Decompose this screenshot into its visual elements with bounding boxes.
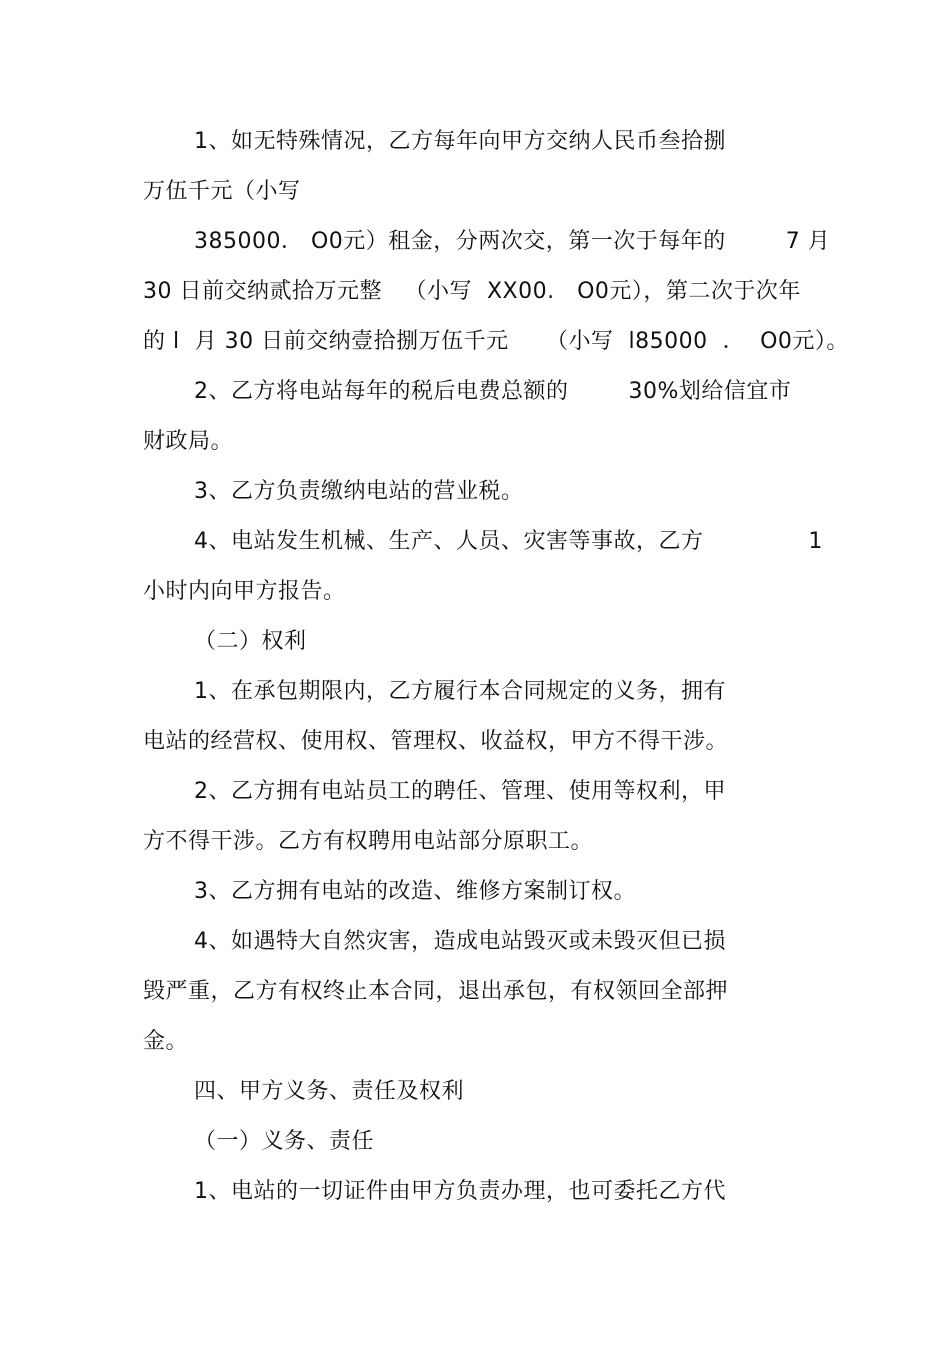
text-line-17: 4、如遇特大自然灾害，造成电站毁灭或未毁灭但已损 xyxy=(194,929,726,954)
text-line-22: 1、电站的一切证件由甲方负责办理，也可委托乙方代 xyxy=(194,1179,726,1204)
text-line-19: 金。 xyxy=(143,1029,189,1054)
text-line-8: 3、乙方负责缴纳电站的营业税。 xyxy=(194,479,524,504)
subsection-heading-duties: （一）义务、责任 xyxy=(194,1129,375,1154)
text-line-4: 30 日前交纳贰拾万元整 （小写 XX00. O0元），第二次于次年 xyxy=(143,279,801,304)
text-line-15: 方不得干涉。乙方有权聘用电站部分原职工。 xyxy=(143,829,594,854)
text-line-10: 小时内向甲方报告。 xyxy=(143,579,346,604)
text-line-16: 3、乙方拥有电站的改造、维修方案制订权。 xyxy=(194,879,636,904)
text-line-5: 的 l 月 30 日前交纳壹拾捌万伍千元 （小写 l85000 ． O0元）。 xyxy=(143,329,849,354)
text-line-12: 1、在承包期限内，乙方履行本合同规定的义务，拥有 xyxy=(194,679,726,704)
section-heading-rights: （二）权利 xyxy=(194,629,307,654)
text-line-14: 2、乙方拥有电站员工的聘任、管理、使用等权利，甲 xyxy=(194,779,726,804)
text-line-3: 385000． O0元）租金，分两次交，第一次于每年的 7 月 xyxy=(194,229,831,254)
text-line-13: 电站的经营权、使用权、管理权、收益权，甲方不得干涉。 xyxy=(143,729,729,754)
text-line-1: 1、如无特殊情况，乙方每年向甲方交纳人民币叁拾捌 xyxy=(194,129,726,154)
text-line-18: 毁严重，乙方有权终止本合同，退出承包，有权领回全部押 xyxy=(143,979,729,1004)
text-line-9: 4、电站发生机械、生产、人员、灾害等事故，乙方 1 xyxy=(194,529,823,554)
text-line-2: 万伍千元（小写 xyxy=(143,179,301,204)
text-line-6: 2、乙方将电站每年的税后电费总额的 30%划给信宜市 xyxy=(194,379,792,404)
section-heading-party-a: 四、甲方义务、责任及权利 xyxy=(194,1079,465,1104)
text-line-7: 财政局。 xyxy=(143,429,234,454)
